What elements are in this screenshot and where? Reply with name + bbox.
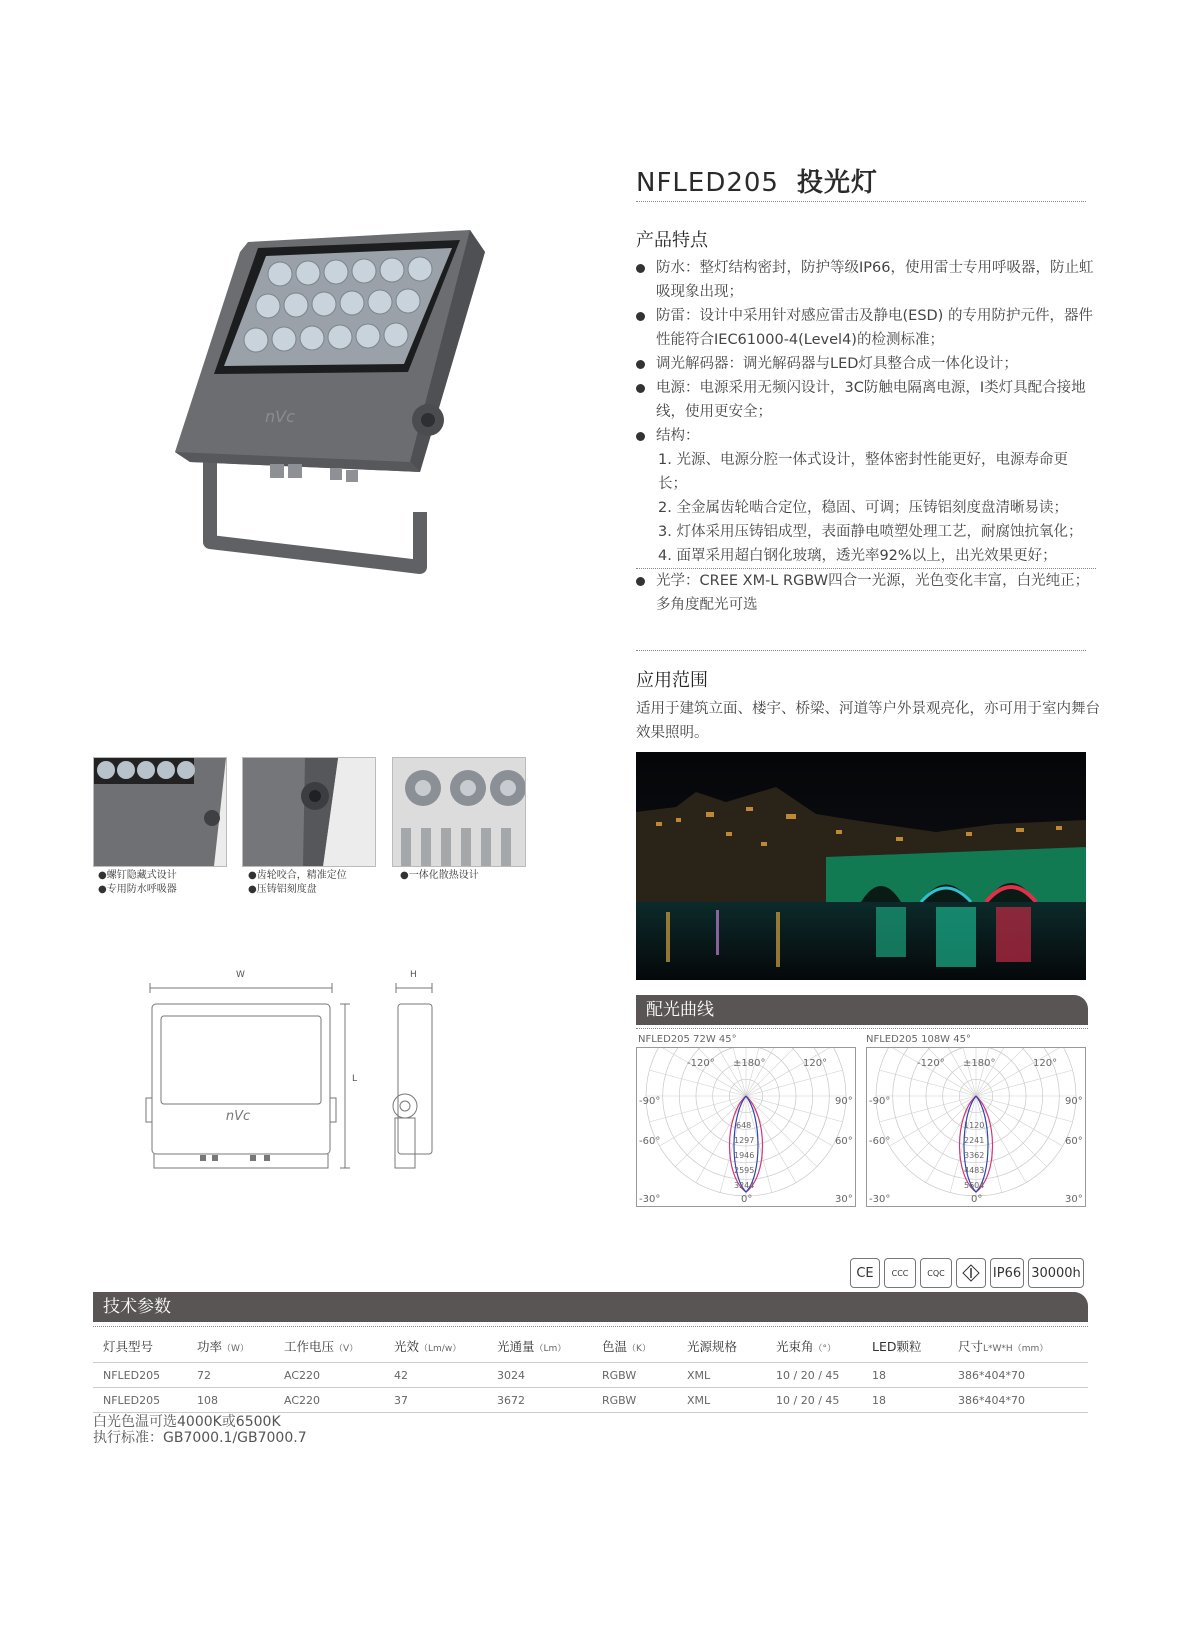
polar-spoke [976, 1048, 1047, 1096]
angle-label: -120° [687, 1058, 715, 1069]
dimension-w: W [236, 970, 245, 980]
column-header: 功率（W） [197, 1339, 249, 1354]
svg-text:nVc: nVc [265, 407, 295, 426]
dimension-drawing [140, 968, 460, 1188]
angle-label: 30° [835, 1194, 853, 1205]
product-name: 投光灯 [796, 168, 878, 198]
ring-label: 1120 [964, 1121, 985, 1130]
application-divider [636, 650, 1086, 651]
detail-photo-screws [93, 757, 227, 867]
ring-label: 1946 [734, 1151, 755, 1160]
feature-item: 防水：整灯结构密封，防护等级IP66，使用雷士专用呼吸器，防止虹吸现象出现； [636, 256, 1096, 304]
polar-spoke [675, 1048, 746, 1096]
column-header: 工作电压（V） [284, 1339, 359, 1354]
column-header: 尺寸L*W*H（mm） [958, 1339, 1049, 1354]
lifetime-badge: 30000h [1028, 1258, 1084, 1288]
bullet-icon [636, 384, 645, 393]
structure-item: 2. 全金属齿轮啮合定位，稳固、可调；压铸铝刻度盘清晰易读； [658, 500, 1068, 516]
column-header: 色温（K） [602, 1339, 651, 1354]
title-divider [636, 201, 1086, 202]
product-photo [170, 222, 520, 582]
angle-label: 0° [971, 1194, 983, 1205]
polar-spoke [746, 1048, 817, 1096]
feature-item: 调光解码器：调光解码器与LED灯具整合成一体化设计； [636, 352, 1096, 376]
ring-label: 2241 [964, 1136, 985, 1145]
polar-spoke [746, 1096, 817, 1167]
column-header: 光效（Lm/w） [394, 1339, 462, 1354]
angle-label: -30° [869, 1194, 891, 1205]
cqc-mark-icon: CQC [920, 1258, 952, 1288]
polar-spoke [889, 1048, 976, 1096]
angle-label: ±180° [733, 1058, 766, 1069]
angle-label: 90° [835, 1096, 853, 1107]
feature-item: 防雷：设计中采用针对感应雷击及静电(ESD) 的专用防护元件，器件性能符合IEC61000-4(Level4)的检测标准； [636, 304, 1096, 352]
polar-spoke [905, 1048, 976, 1096]
specs-table [93, 1330, 1088, 1413]
polar-spoke [659, 1048, 746, 1096]
ring-label: 3362 [964, 1151, 985, 1160]
table-row: NFLED205 72 AC220 42 3024 RGBW XML 10 / 20 / 45 18 386*404*70 [93, 1363, 1088, 1388]
detail-caption-3: ●一体化散热设计 [400, 870, 479, 881]
curves-band: 配光曲线 [636, 995, 1088, 1025]
feature-item: 光学：CREE XM-L RGBW四合一光源，光色变化丰富，白光纯正；多角度配光可选 [636, 569, 1096, 617]
detail-caption-2: ●齿轮咬合，精准定位 ●压铸铝刻度盘 [248, 870, 347, 895]
ring-label: 2595 [734, 1166, 755, 1175]
features-heading: 产品特点 [636, 230, 708, 251]
angle-label: -90° [869, 1096, 891, 1107]
angle-label: -120° [917, 1058, 945, 1069]
angle-label: -60° [639, 1136, 661, 1147]
application-text: 适用于建筑立面、楼宇、桥梁、河道等户外景观亮化，亦可用于室内舞台效果照明。 [636, 701, 1100, 741]
column-header: 光束角（°） [776, 1339, 837, 1354]
curve-title-1: NFLED205 72W 45° [638, 1034, 737, 1045]
bullet-icon [636, 432, 645, 441]
class-one-mark-icon [956, 1258, 986, 1288]
structure-item: 4. 面罩采用超白钢化玻璃，透光率92%以上，出光效果更好； [636, 544, 1096, 569]
table-header-row [93, 1330, 1088, 1363]
ring-label: 1297 [734, 1136, 755, 1145]
dimension-l: L [352, 1074, 358, 1084]
ce-mark-icon: CE [850, 1258, 880, 1288]
column-header: 光通量（Lm） [497, 1339, 567, 1354]
ring-label: 648 [736, 1121, 752, 1130]
detail-caption-1: ●螺钉隐藏式设计 ●专用防水呼吸器 [98, 870, 177, 895]
features-list [636, 256, 1096, 617]
column-header: 光源规格 [687, 1339, 738, 1354]
bullet-icon [636, 264, 645, 273]
column-header: 灯具型号 [103, 1339, 154, 1354]
detail-photo-heatsink [392, 757, 526, 867]
specs-band: 技术参数 [93, 1292, 1088, 1322]
note-standard: 执行标准：GB7000.1/GB7000.7 [93, 1430, 307, 1446]
angle-label: 60° [835, 1136, 853, 1147]
ip66-badge: IP66 [990, 1258, 1024, 1288]
curves-divider [636, 1028, 1088, 1029]
polar-spoke [746, 1048, 833, 1096]
footnotes [93, 1414, 307, 1446]
angle-label: 120° [1033, 1058, 1058, 1069]
feature-item: 结构： [636, 424, 1096, 448]
dimension-h: H [410, 970, 417, 980]
application-photo [636, 752, 1086, 980]
certification-badges [846, 1258, 1084, 1288]
table-row: NFLED205 108 AC220 37 3672 RGBW XML 10 / 20 / 45 18 386*404*70 [93, 1388, 1088, 1413]
polar-spoke [976, 1096, 1047, 1167]
angle-label: ±180° [963, 1058, 996, 1069]
application-heading: 应用范围 [636, 670, 708, 691]
detail-photo-gear [242, 757, 376, 867]
svg-text:nVc: nVc [225, 1109, 251, 1124]
structure-item: 1. 光源、电源分腔一体式设计，整体密封性能更好，电源寿命更长； [658, 452, 1068, 492]
angle-label: 30° [1065, 1194, 1083, 1205]
angle-label: 120° [803, 1058, 828, 1069]
bullet-icon [636, 312, 645, 321]
bullet-icon [636, 577, 645, 586]
polar-chart-72w [636, 1047, 856, 1207]
angle-label: -30° [639, 1194, 661, 1205]
angle-label: 90° [1065, 1096, 1083, 1107]
specs-divider [93, 1326, 1088, 1327]
bullet-icon [636, 360, 645, 369]
polar-spoke [976, 1048, 1063, 1096]
ring-label: 4483 [964, 1166, 985, 1175]
polar-chart-108w [866, 1047, 1086, 1207]
ring-label: 5604 [964, 1181, 985, 1190]
model-code: NFLED205 [636, 168, 779, 198]
angle-label: -90° [639, 1096, 661, 1107]
angle-label: -60° [869, 1136, 891, 1147]
structure-item: 3. 灯体采用压铸铝成型，表面静电喷塑处理工艺，耐腐蚀抗氧化； [658, 524, 1083, 540]
angle-label: 60° [1065, 1136, 1083, 1147]
curve-title-2: NFLED205 108W 45° [866, 1034, 971, 1045]
column-header: LED颗粒 [872, 1339, 922, 1354]
angle-label: 0° [741, 1194, 753, 1205]
page-title [636, 162, 878, 199]
note-color-temp: 白光色温可选4000K或6500K [93, 1414, 281, 1430]
feature-item: 电源：电源采用无频闪设计，3C防触电隔离电源，I类灯具配合接地线，使用更安全； [636, 376, 1096, 424]
ccc-mark-icon: CCC [884, 1258, 916, 1288]
ring-label: 3244 [734, 1181, 755, 1190]
